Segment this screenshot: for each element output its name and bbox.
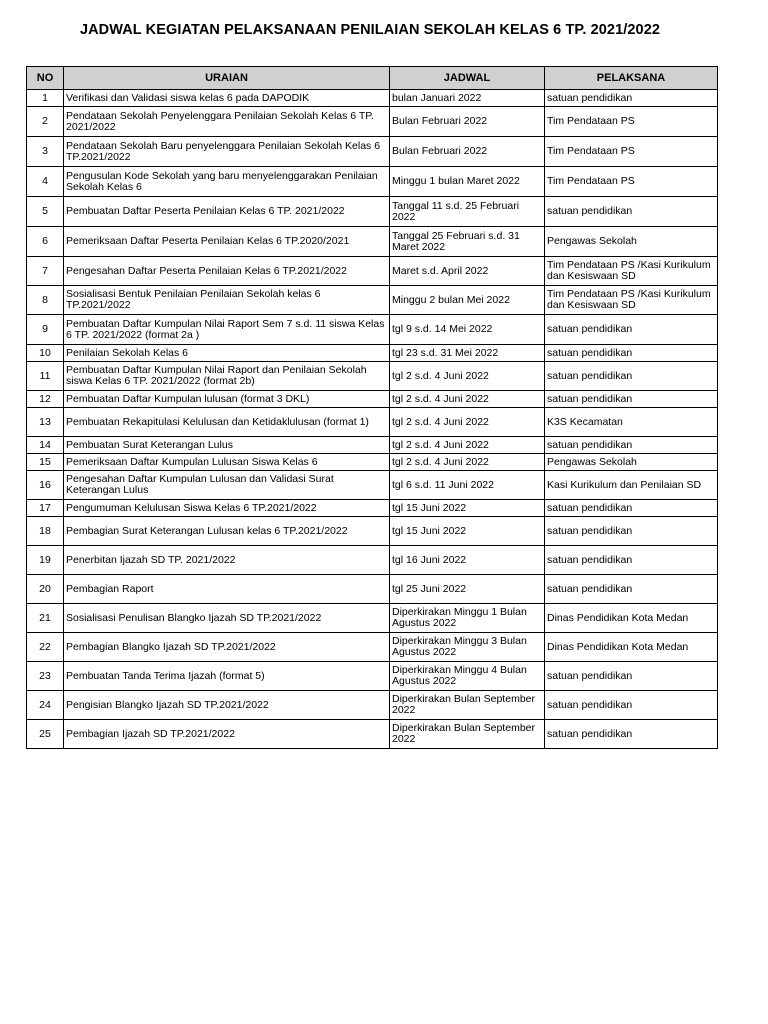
- cell-jadwal: tgl 6 s.d. 11 Juni 2022: [390, 471, 545, 500]
- table-row: [27, 454, 718, 471]
- cell-no: 13: [27, 408, 64, 437]
- cell-jadwal: Diperkirakan Minggu 4 Bulan Agustus 2022: [390, 662, 545, 691]
- cell-pelaksana: satuan pendidikan: [545, 315, 718, 345]
- cell-jadwal: tgl 25 Juni 2022: [390, 575, 545, 604]
- cell-pelaksana: Dinas Pendidikan Kota Medan: [545, 604, 718, 633]
- header-jadwal: JADWAL: [390, 67, 545, 90]
- schedule-table: [26, 66, 718, 749]
- table-body: [27, 90, 718, 749]
- cell-jadwal: Diperkirakan Bulan September 2022: [390, 691, 545, 720]
- table-row: [27, 500, 718, 517]
- cell-pelaksana: satuan pendidikan: [545, 691, 718, 720]
- table-row: [27, 167, 718, 197]
- cell-uraian: Pembuatan Surat Keterangan Lulus: [64, 437, 390, 454]
- cell-uraian: Sosialisasi Penulisan Blangko Ijazah SD TP.2021/2022: [64, 604, 390, 633]
- table-row: [27, 137, 718, 167]
- cell-uraian: Pengusulan Kode Sekolah yang baru menyelenggarakan Penilaian Sekolah Kelas 6: [64, 167, 390, 197]
- cell-pelaksana: satuan pendidikan: [545, 720, 718, 749]
- cell-pelaksana: satuan pendidikan: [545, 546, 718, 575]
- cell-uraian: Pembuatan Daftar Peserta Penilaian Kelas 6 TP. 2021/2022: [64, 197, 390, 227]
- cell-uraian: Pembuatan Tanda Terima Ijazah (format 5): [64, 662, 390, 691]
- cell-uraian: Pembagian Blangko Ijazah SD TP.2021/2022: [64, 633, 390, 662]
- cell-no: 11: [27, 362, 64, 391]
- cell-jadwal: tgl 2 s.d. 4 Juni 2022: [390, 362, 545, 391]
- table-row: [27, 286, 718, 315]
- cell-pelaksana: K3S Kecamatan: [545, 408, 718, 437]
- cell-pelaksana: Pengawas Sekolah: [545, 227, 718, 257]
- cell-uraian: Pembuatan Rekapitulasi Kelulusan dan Ketidaklulusan (format 1): [64, 408, 390, 437]
- table-row: [27, 315, 718, 345]
- cell-no: 1: [27, 90, 64, 107]
- cell-pelaksana: Tim Pendataan PS: [545, 167, 718, 197]
- cell-uraian: Pemeriksaan Daftar Peserta Penilaian Kelas 6 TP.2020/2021: [64, 227, 390, 257]
- table-row: [27, 720, 718, 749]
- cell-jadwal: tgl 16 Juni 2022: [390, 546, 545, 575]
- cell-no: 19: [27, 546, 64, 575]
- cell-uraian: Verifikasi dan Validasi siswa kelas 6 pada DAPODIK: [64, 90, 390, 107]
- cell-jadwal: Bulan Februari 2022: [390, 107, 545, 137]
- table-row: [27, 408, 718, 437]
- cell-pelaksana: Tim Pendataan PS /Kasi Kurikulum dan Kesiswaan SD: [545, 286, 718, 315]
- cell-jadwal: Diperkirakan Minggu 3 Bulan Agustus 2022: [390, 633, 545, 662]
- cell-uraian: Pengisian Blangko Ijazah SD TP.2021/2022: [64, 691, 390, 720]
- document-title: JADWAL KEGIATAN PELAKSANAAN PENILAIAN SEKOLAH KELAS 6 TP. 2021/2022: [79, 22, 661, 38]
- cell-no: 6: [27, 227, 64, 257]
- cell-no: 21: [27, 604, 64, 633]
- cell-jadwal: Minggu 2 bulan Mei 2022: [390, 286, 545, 315]
- cell-no: 17: [27, 500, 64, 517]
- table-row: [27, 90, 718, 107]
- table-row: [27, 471, 718, 500]
- cell-uraian: Pembuatan Daftar Kumpulan Nilai Raport dan Penilaian Sekolah siswa Kelas 6 TP. 2021/2022 (format 2b): [64, 362, 390, 391]
- cell-jadwal: bulan Januari 2022: [390, 90, 545, 107]
- cell-uraian: Sosialisasi Bentuk Penilaian Penilaian Sekolah kelas 6 TP.2021/2022: [64, 286, 390, 315]
- cell-no: 8: [27, 286, 64, 315]
- cell-uraian: Pendataan Sekolah Baru penyelenggara Penilaian Sekolah Kelas 6 TP.2021/2022: [64, 137, 390, 167]
- cell-pelaksana: satuan pendidikan: [545, 662, 718, 691]
- table-row: [27, 362, 718, 391]
- cell-jadwal: tgl 23 s.d. 31 Mei 2022: [390, 345, 545, 362]
- cell-pelaksana: Dinas Pendidikan Kota Medan: [545, 633, 718, 662]
- cell-jadwal: tgl 2 s.d. 4 Juni 2022: [390, 454, 545, 471]
- cell-uraian: Pendataan Sekolah Penyelenggara Penilaian Sekolah Kelas 6 TP. 2021/2022: [64, 107, 390, 137]
- cell-no: 20: [27, 575, 64, 604]
- cell-uraian: Pengumuman Kelulusan Siswa Kelas 6 TP.2021/2022: [64, 500, 390, 517]
- cell-jadwal: Bulan Februari 2022: [390, 137, 545, 167]
- table-row: [27, 257, 718, 286]
- header-no: NO: [27, 67, 64, 90]
- table-row: [27, 107, 718, 137]
- cell-jadwal: tgl 15 Juni 2022: [390, 517, 545, 546]
- cell-pelaksana: satuan pendidikan: [545, 575, 718, 604]
- table-row: [27, 604, 718, 633]
- cell-no: 18: [27, 517, 64, 546]
- table-header-row: [27, 67, 718, 90]
- cell-jadwal: tgl 2 s.d. 4 Juni 2022: [390, 437, 545, 454]
- cell-pelaksana: Pengawas Sekolah: [545, 454, 718, 471]
- cell-uraian: Pengesahan Daftar Peserta Penilaian Kelas 6 TP.2021/2022: [64, 257, 390, 286]
- cell-jadwal: Tanggal 11 s.d. 25 Februari 2022: [390, 197, 545, 227]
- table-row: [27, 691, 718, 720]
- cell-uraian: Penilaian Sekolah Kelas 6: [64, 345, 390, 362]
- cell-pelaksana: satuan pendidikan: [545, 345, 718, 362]
- table-row: [27, 575, 718, 604]
- cell-jadwal: Diperkirakan Bulan September 2022: [390, 720, 545, 749]
- cell-uraian: Pembagian Raport: [64, 575, 390, 604]
- cell-pelaksana: satuan pendidikan: [545, 391, 718, 408]
- cell-no: 16: [27, 471, 64, 500]
- cell-jadwal: Maret s.d. April 2022: [390, 257, 545, 286]
- cell-uraian: Pembagian Ijazah SD TP.2021/2022: [64, 720, 390, 749]
- cell-pelaksana: satuan pendidikan: [545, 517, 718, 546]
- cell-pelaksana: satuan pendidikan: [545, 437, 718, 454]
- cell-uraian: Penerbitan Ijazah SD TP. 2021/2022: [64, 546, 390, 575]
- cell-jadwal: tgl 15 Juni 2022: [390, 500, 545, 517]
- cell-no: 22: [27, 633, 64, 662]
- cell-no: 15: [27, 454, 64, 471]
- table-row: [27, 517, 718, 546]
- cell-uraian: Pembuatan Daftar Kumpulan lulusan (format 3 DKL): [64, 391, 390, 408]
- cell-no: 2: [27, 107, 64, 137]
- table-row: [27, 391, 718, 408]
- cell-pelaksana: satuan pendidikan: [545, 500, 718, 517]
- cell-uraian: Pengesahan Daftar Kumpulan Lulusan dan Validasi Surat Keterangan Lulus: [64, 471, 390, 500]
- cell-jadwal: tgl 2 s.d. 4 Juni 2022: [390, 408, 545, 437]
- cell-pelaksana: satuan pendidikan: [545, 90, 718, 107]
- cell-pelaksana: Tim Pendataan PS: [545, 107, 718, 137]
- cell-pelaksana: satuan pendidikan: [545, 197, 718, 227]
- header-pelaksana: PELAKSANA: [545, 67, 718, 90]
- table-row: [27, 227, 718, 257]
- cell-jadwal: Tanggal 25 Februari s.d. 31 Maret 2022: [390, 227, 545, 257]
- cell-no: 23: [27, 662, 64, 691]
- cell-no: 9: [27, 315, 64, 345]
- cell-uraian: Pemeriksaan Daftar Kumpulan Lulusan Siswa Kelas 6: [64, 454, 390, 471]
- cell-pelaksana: Tim Pendataan PS /Kasi Kurikulum dan Kesiswaan SD: [545, 257, 718, 286]
- cell-no: 4: [27, 167, 64, 197]
- cell-jadwal: tgl 2 s.d. 4 Juni 2022: [390, 391, 545, 408]
- cell-pelaksana: Kasi Kurikulum dan Penilaian SD: [545, 471, 718, 500]
- cell-pelaksana: Tim Pendataan PS: [545, 137, 718, 167]
- cell-no: 5: [27, 197, 64, 227]
- cell-uraian: Pembagian Surat Keterangan Lulusan kelas 6 TP.2021/2022: [64, 517, 390, 546]
- table-row: [27, 662, 718, 691]
- cell-no: 7: [27, 257, 64, 286]
- cell-jadwal: tgl 9 s.d. 14 Mei 2022: [390, 315, 545, 345]
- cell-no: 12: [27, 391, 64, 408]
- cell-jadwal: Minggu 1 bulan Maret 2022: [390, 167, 545, 197]
- header-uraian: URAIAN: [64, 67, 390, 90]
- cell-no: 10: [27, 345, 64, 362]
- table-row: [27, 345, 718, 362]
- cell-uraian: Pembuatan Daftar Kumpulan Nilai Raport Sem 7 s.d. 11 siswa Kelas 6 TP. 2021/2022 (format 2a ): [64, 315, 390, 345]
- cell-pelaksana: satuan pendidikan: [545, 362, 718, 391]
- table-row: [27, 633, 718, 662]
- cell-no: 24: [27, 691, 64, 720]
- cell-no: 14: [27, 437, 64, 454]
- table-row: [27, 437, 718, 454]
- cell-no: 25: [27, 720, 64, 749]
- cell-no: 3: [27, 137, 64, 167]
- table-row: [27, 197, 718, 227]
- table-row: [27, 546, 718, 575]
- cell-jadwal: Diperkirakan Minggu 1 Bulan Agustus 2022: [390, 604, 545, 633]
